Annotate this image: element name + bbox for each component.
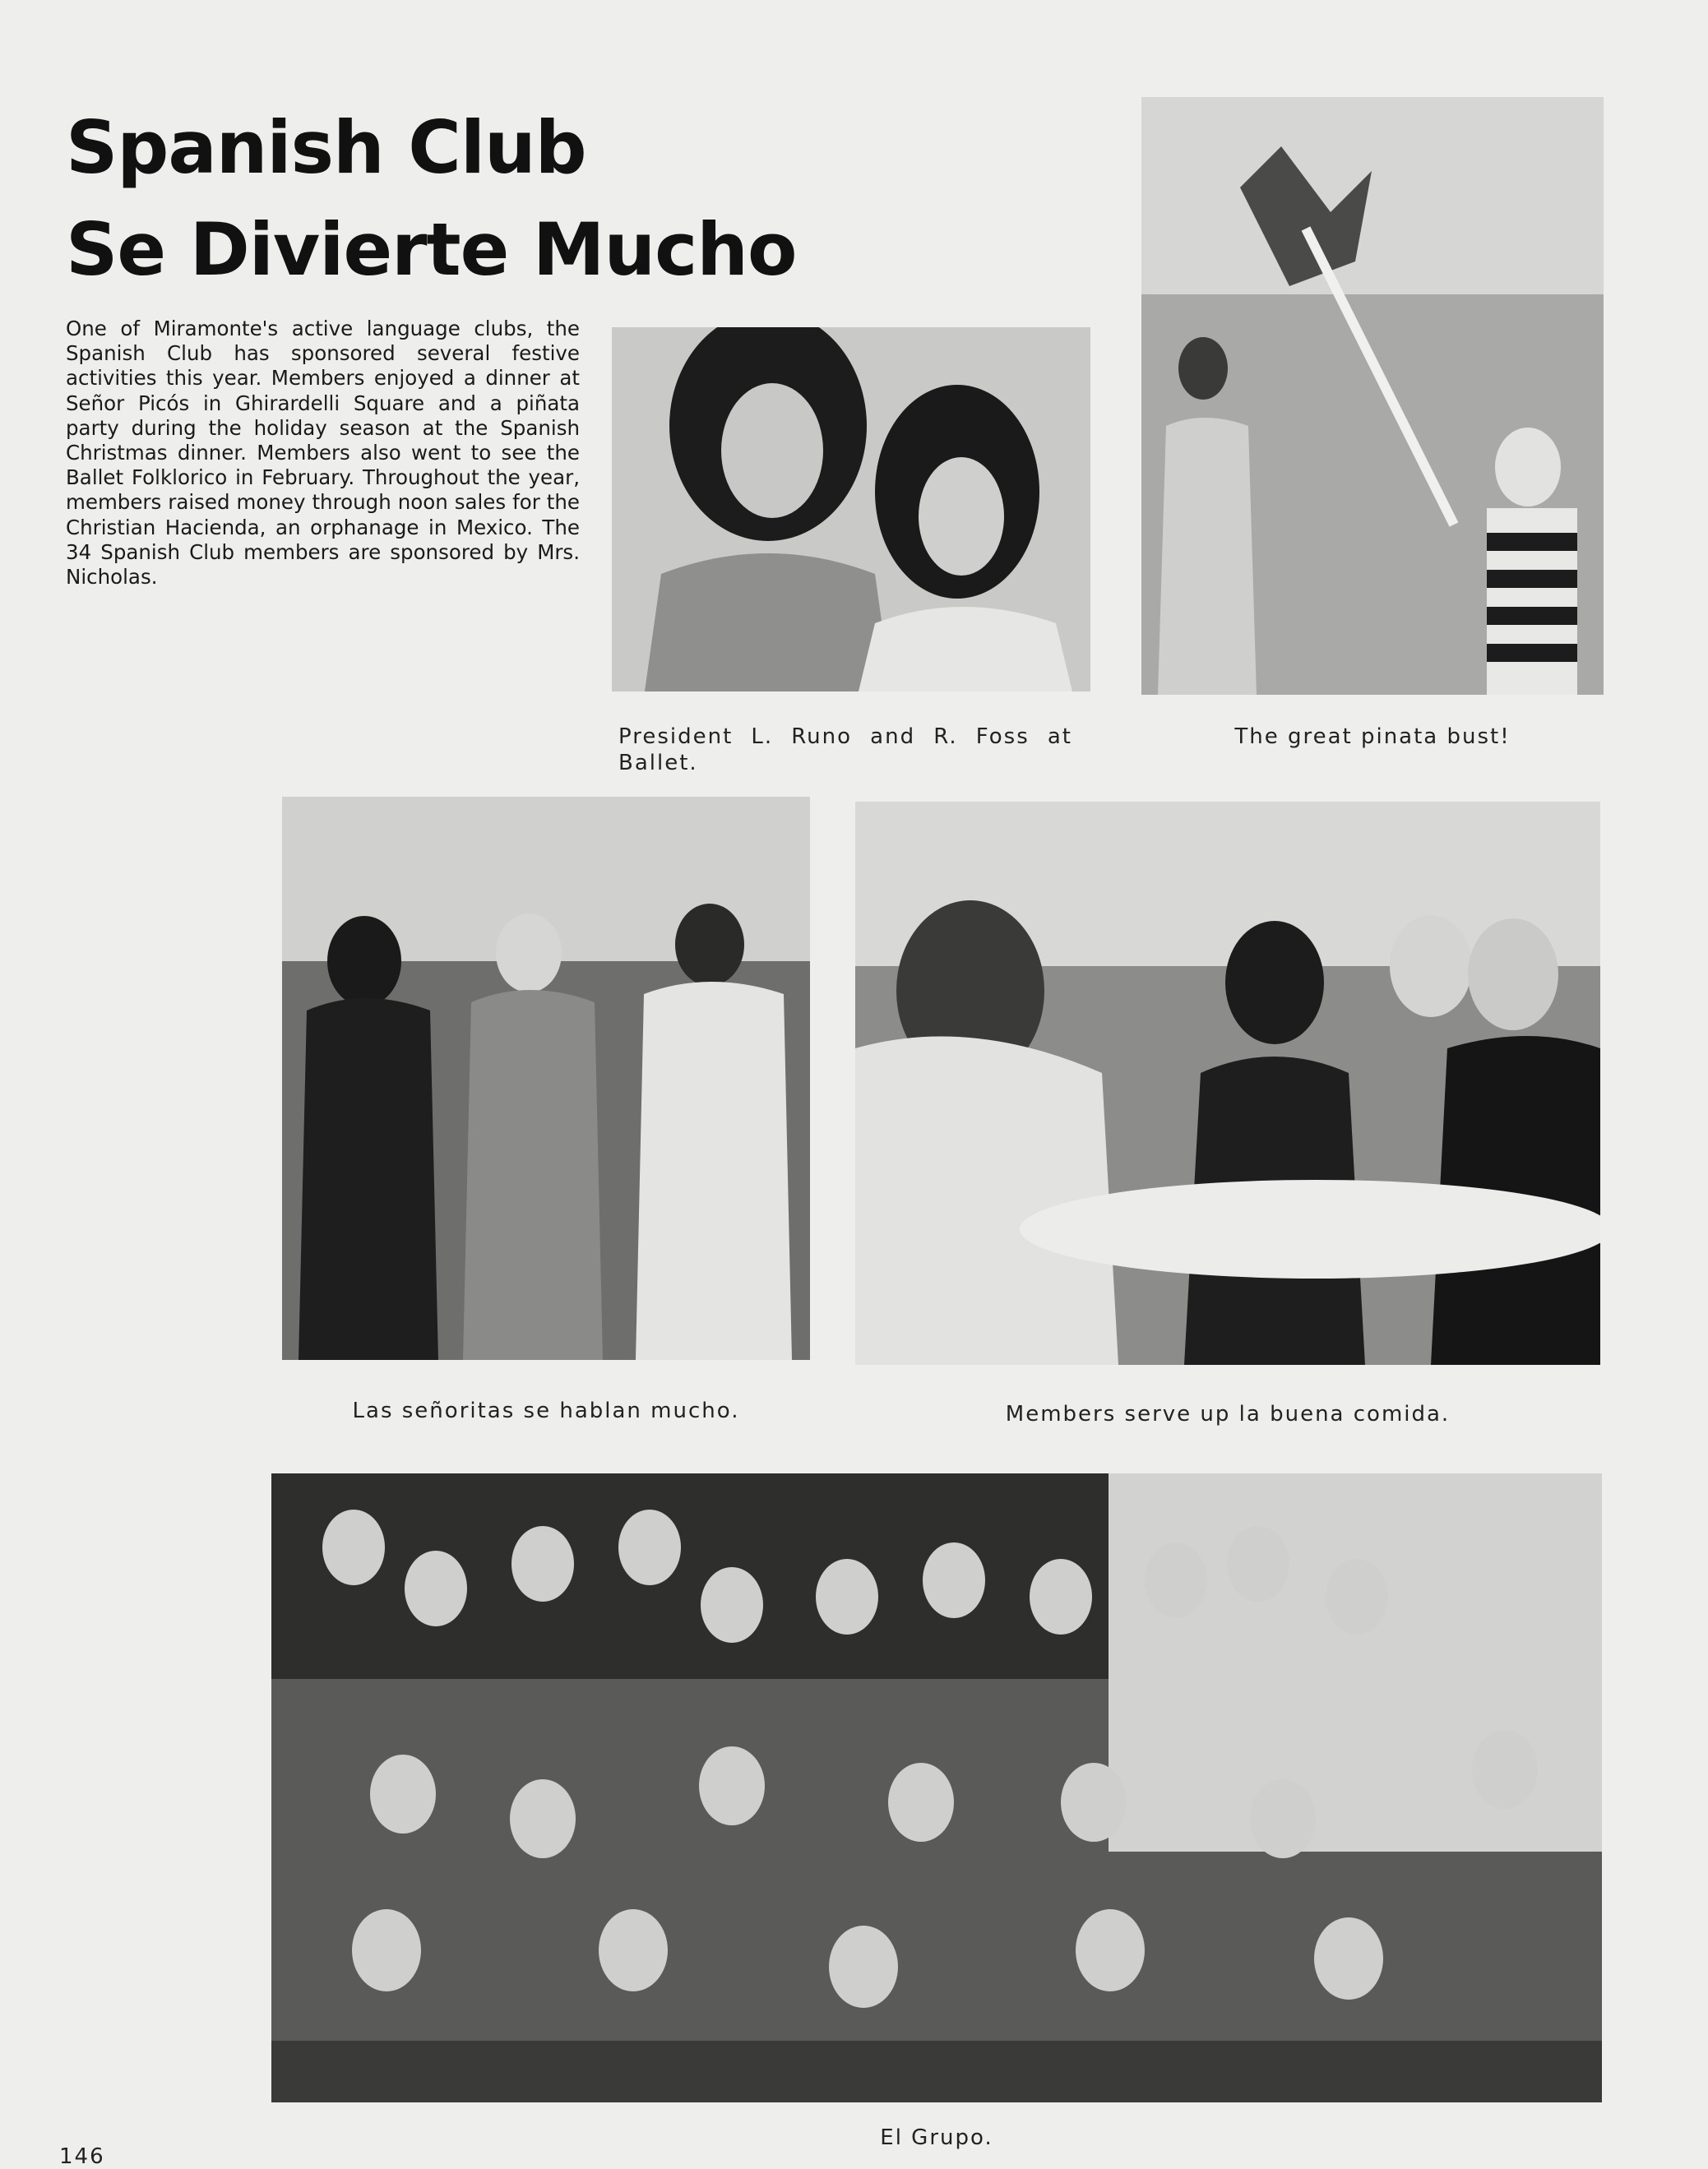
photo-comida-image bbox=[855, 802, 1600, 1365]
photo-pinata-image bbox=[1141, 97, 1604, 695]
photo-senoritas-image bbox=[282, 797, 810, 1360]
photo-pinata bbox=[1141, 97, 1604, 695]
article-text: One of Miramonte's active language clubs, the Spanish Club has sponsored several festive activities this year. Members enjoyed a dinner at Señor Picós in Ghirardelli Square and a piñata party during the holiday season at the Spanish Christmas dinner. Members also went to see the Ballet Folklorico in February. Throughout the year, members raised money through noon sales for the Christian Hacienda, an orphanage in Mexico. The 34 Spanish Club members are sponsored by Mrs. Nicholas. bbox=[66, 317, 580, 590]
title-line-1: Spanish Club bbox=[66, 105, 586, 190]
caption-senoritas: Las señoritas se hablan mucho. bbox=[352, 1399, 740, 1423]
photo-senoritas bbox=[282, 797, 810, 1360]
page-title bbox=[66, 97, 1102, 301]
caption-pinata: The great pinata bust! bbox=[1234, 724, 1511, 749]
photo-grupo bbox=[271, 1473, 1602, 2102]
page-number: 146 bbox=[59, 2144, 105, 2169]
photo-ballet bbox=[612, 327, 1090, 691]
photo-comida bbox=[855, 802, 1600, 1365]
caption-ballet: President L. Runo and R. Foss at Ballet. bbox=[618, 724, 1072, 775]
title-line-2: Se Divierte Mucho bbox=[66, 207, 797, 292]
caption-comida: Members serve up la buena comida. bbox=[1005, 1402, 1451, 1427]
caption-grupo: El Grupo. bbox=[880, 2125, 993, 2150]
photo-grupo-image bbox=[271, 1473, 1602, 2102]
photo-ballet-image bbox=[612, 327, 1090, 691]
